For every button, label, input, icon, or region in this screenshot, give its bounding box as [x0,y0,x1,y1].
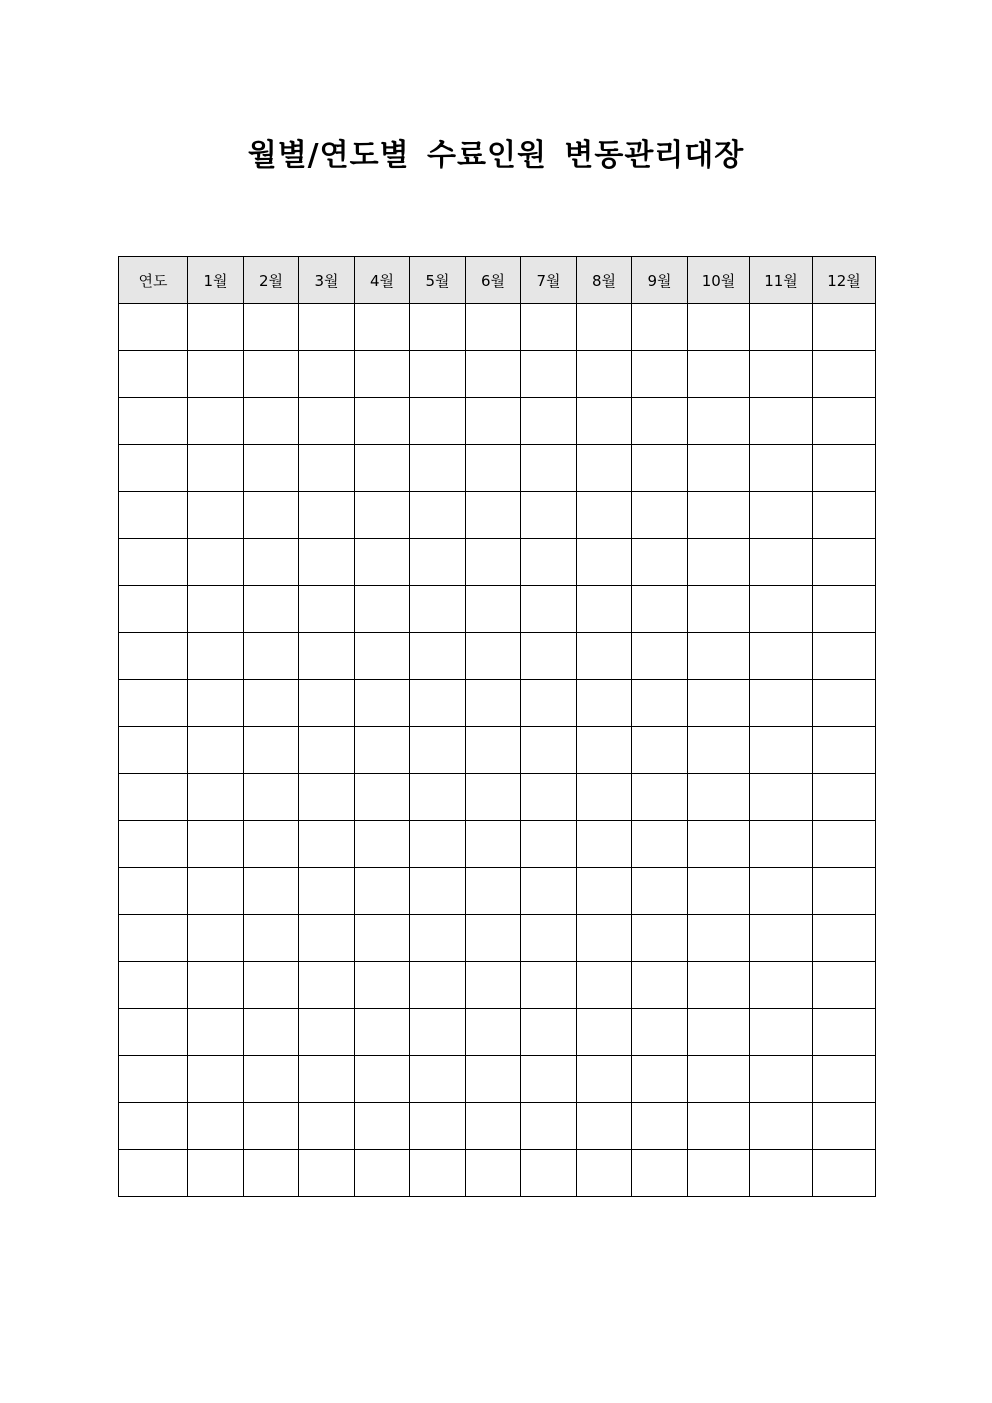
month-cell[interactable] [577,1009,632,1056]
month-cell[interactable] [521,445,577,492]
month-cell[interactable] [813,962,876,1009]
month-cell[interactable] [632,1103,688,1150]
month-cell[interactable] [355,304,410,351]
month-cell[interactable] [410,774,466,821]
month-cell[interactable] [466,398,521,445]
month-cell[interactable] [632,962,688,1009]
month-cell[interactable] [299,633,355,680]
month-cell[interactable] [188,351,244,398]
year-cell[interactable] [119,539,188,586]
month-cell[interactable] [466,539,521,586]
month-cell[interactable] [410,727,466,774]
month-cell[interactable] [521,1150,577,1197]
year-cell[interactable] [119,1009,188,1056]
month-cell[interactable] [188,1150,244,1197]
year-cell[interactable] [119,1056,188,1103]
month-cell[interactable] [244,1009,299,1056]
month-cell[interactable] [813,1150,876,1197]
month-cell[interactable] [410,962,466,1009]
table-row [119,1103,876,1150]
month-cell[interactable] [355,586,410,633]
month-cell[interactable] [188,727,244,774]
month-cell[interactable] [521,1056,577,1103]
month-cell[interactable] [688,868,750,915]
month-cell[interactable] [355,1103,410,1150]
month-cell[interactable] [244,633,299,680]
month-cell[interactable] [688,1056,750,1103]
year-cell[interactable] [119,351,188,398]
month-cell[interactable] [688,1150,750,1197]
month-cell[interactable] [299,445,355,492]
month-cell[interactable] [521,492,577,539]
month-cell[interactable] [750,1009,813,1056]
month-cell[interactable] [577,586,632,633]
month-cell[interactable] [688,445,750,492]
year-cell[interactable] [119,398,188,445]
month-cell[interactable] [355,774,410,821]
month-cell[interactable] [632,586,688,633]
month-cell[interactable] [521,398,577,445]
month-cell[interactable] [521,915,577,962]
header-month-7: 7월 [521,257,577,304]
month-cell[interactable] [632,539,688,586]
month-cell[interactable] [244,539,299,586]
month-cell[interactable] [244,1056,299,1103]
month-cell[interactable] [577,1150,632,1197]
month-cell[interactable] [688,586,750,633]
month-cell[interactable] [244,586,299,633]
month-cell[interactable] [688,1103,750,1150]
month-cell[interactable] [188,821,244,868]
month-cell[interactable] [355,351,410,398]
month-cell[interactable] [244,774,299,821]
month-cell[interactable] [355,821,410,868]
month-cell[interactable] [299,774,355,821]
table-row [119,398,876,445]
month-cell[interactable] [750,492,813,539]
month-cell[interactable] [410,351,466,398]
month-cell[interactable] [632,304,688,351]
month-cell[interactable] [244,351,299,398]
header-month-3: 3월 [299,257,355,304]
month-cell[interactable] [299,1009,355,1056]
table-row [119,445,876,492]
month-cell[interactable] [410,868,466,915]
table-row [119,868,876,915]
month-cell[interactable] [244,915,299,962]
month-cell[interactable] [688,680,750,727]
month-cell[interactable] [299,962,355,1009]
year-cell[interactable] [119,915,188,962]
month-cell[interactable] [813,351,876,398]
ledger-table [118,256,876,1197]
month-cell[interactable] [410,1103,466,1150]
month-cell[interactable] [410,398,466,445]
month-cell[interactable] [577,962,632,1009]
month-cell[interactable] [632,1056,688,1103]
month-cell[interactable] [244,1150,299,1197]
month-cell[interactable] [244,492,299,539]
table-row [119,586,876,633]
month-cell[interactable] [521,304,577,351]
month-cell[interactable] [632,774,688,821]
month-cell[interactable] [299,398,355,445]
month-cell[interactable] [410,1056,466,1103]
month-cell[interactable] [299,492,355,539]
month-cell[interactable] [299,680,355,727]
month-cell[interactable] [188,915,244,962]
month-cell[interactable] [632,351,688,398]
year-cell[interactable] [119,633,188,680]
month-cell[interactable] [750,1056,813,1103]
month-cell[interactable] [577,351,632,398]
month-cell[interactable] [299,1056,355,1103]
month-cell[interactable] [299,915,355,962]
month-cell[interactable] [688,304,750,351]
year-cell[interactable] [119,821,188,868]
month-cell[interactable] [813,586,876,633]
month-cell[interactable] [632,1009,688,1056]
month-cell[interactable] [466,774,521,821]
month-cell[interactable] [299,539,355,586]
table-row [119,774,876,821]
month-cell[interactable] [355,1056,410,1103]
month-cell[interactable] [688,351,750,398]
month-cell[interactable] [188,680,244,727]
month-cell[interactable] [688,821,750,868]
header-month-6: 6월 [466,257,521,304]
month-cell[interactable] [750,868,813,915]
month-cell[interactable] [521,868,577,915]
month-cell[interactable] [688,1009,750,1056]
year-cell[interactable] [119,304,188,351]
month-cell[interactable] [577,1056,632,1103]
month-cell[interactable] [521,351,577,398]
month-cell[interactable] [410,304,466,351]
month-cell[interactable] [750,1103,813,1150]
month-cell[interactable] [466,351,521,398]
month-cell[interactable] [355,492,410,539]
month-cell[interactable] [188,962,244,1009]
month-cell[interactable] [410,539,466,586]
header-month-8: 8월 [577,257,632,304]
month-cell[interactable] [577,633,632,680]
month-cell[interactable] [188,398,244,445]
month-cell[interactable] [410,1009,466,1056]
month-cell[interactable] [466,821,521,868]
ledger-body [119,304,876,1197]
month-cell[interactable] [688,727,750,774]
month-cell[interactable] [813,304,876,351]
month-cell[interactable] [355,633,410,680]
header-month-2: 2월 [244,257,299,304]
month-cell[interactable] [750,727,813,774]
header-year: 연도 [119,257,188,304]
month-cell[interactable] [577,915,632,962]
month-cell[interactable] [577,304,632,351]
month-cell[interactable] [466,586,521,633]
month-cell[interactable] [188,1056,244,1103]
table-row [119,962,876,1009]
month-cell[interactable] [188,492,244,539]
month-cell[interactable] [813,821,876,868]
month-cell[interactable] [466,868,521,915]
month-cell[interactable] [750,915,813,962]
month-cell[interactable] [813,915,876,962]
month-cell[interactable] [299,304,355,351]
month-cell[interactable] [410,680,466,727]
month-cell[interactable] [813,398,876,445]
month-cell[interactable] [410,915,466,962]
month-cell[interactable] [750,962,813,1009]
month-cell[interactable] [521,633,577,680]
month-cell[interactable] [750,445,813,492]
month-cell[interactable] [632,915,688,962]
month-cell[interactable] [813,680,876,727]
table-row [119,680,876,727]
page-title: 월별/연도별 수료인원 변동관리대장 [247,138,745,173]
month-cell[interactable] [577,821,632,868]
month-cell[interactable] [521,680,577,727]
month-cell[interactable] [750,1150,813,1197]
month-cell[interactable] [188,445,244,492]
month-cell[interactable] [466,492,521,539]
month-cell[interactable] [813,539,876,586]
month-cell[interactable] [813,868,876,915]
month-cell[interactable] [466,962,521,1009]
year-cell[interactable] [119,445,188,492]
month-cell[interactable] [244,868,299,915]
header-month-4: 4월 [355,257,410,304]
table-row [119,915,876,962]
table-row [119,1009,876,1056]
month-cell[interactable] [466,633,521,680]
month-cell[interactable] [188,1009,244,1056]
month-cell[interactable] [466,727,521,774]
month-cell[interactable] [813,774,876,821]
month-cell[interactable] [688,915,750,962]
month-cell[interactable] [410,821,466,868]
month-cell[interactable] [188,774,244,821]
month-cell[interactable] [410,492,466,539]
year-cell[interactable] [119,492,188,539]
month-cell[interactable] [355,727,410,774]
year-cell[interactable] [119,586,188,633]
month-cell[interactable] [466,1009,521,1056]
month-cell[interactable] [813,1009,876,1056]
month-cell[interactable] [466,915,521,962]
month-cell[interactable] [355,915,410,962]
month-cell[interactable] [299,727,355,774]
month-cell[interactable] [632,868,688,915]
month-cell[interactable] [299,868,355,915]
month-cell[interactable] [466,1103,521,1150]
month-cell[interactable] [750,539,813,586]
month-cell[interactable] [410,586,466,633]
header-month-5: 5월 [410,257,466,304]
month-cell[interactable] [750,351,813,398]
month-cell[interactable] [521,586,577,633]
month-cell[interactable] [355,680,410,727]
month-cell[interactable] [750,680,813,727]
month-cell[interactable] [688,633,750,680]
month-cell[interactable] [466,1056,521,1103]
month-cell[interactable] [299,1103,355,1150]
header-month-1: 1월 [188,257,244,304]
month-cell[interactable] [299,1150,355,1197]
month-cell[interactable] [577,774,632,821]
month-cell[interactable] [410,633,466,680]
table-row [119,727,876,774]
month-cell[interactable] [632,1150,688,1197]
month-cell[interactable] [244,680,299,727]
year-cell[interactable] [119,680,188,727]
month-cell[interactable] [355,1150,410,1197]
month-cell[interactable] [577,1103,632,1150]
month-cell[interactable] [632,398,688,445]
month-cell[interactable] [750,821,813,868]
year-cell[interactable] [119,1103,188,1150]
month-cell[interactable] [813,633,876,680]
month-cell[interactable] [521,539,577,586]
year-cell[interactable] [119,1150,188,1197]
month-cell[interactable] [244,445,299,492]
month-cell[interactable] [466,445,521,492]
month-cell[interactable] [410,445,466,492]
month-cell[interactable] [521,727,577,774]
month-cell[interactable] [299,586,355,633]
month-cell[interactable] [577,398,632,445]
month-cell[interactable] [577,445,632,492]
month-cell[interactable] [521,774,577,821]
month-cell[interactable] [750,774,813,821]
month-cell[interactable] [577,727,632,774]
month-cell[interactable] [188,1103,244,1150]
month-cell[interactable] [244,398,299,445]
month-cell[interactable] [688,774,750,821]
month-cell[interactable] [355,1009,410,1056]
header-month-12: 12월 [813,257,876,304]
table-row [119,821,876,868]
month-cell[interactable] [244,1103,299,1150]
month-cell[interactable] [521,1009,577,1056]
header-month-11: 11월 [750,257,813,304]
table-row [119,1056,876,1103]
month-cell[interactable] [577,680,632,727]
table-row [119,304,876,351]
month-cell[interactable] [188,586,244,633]
month-cell[interactable] [188,539,244,586]
month-cell[interactable] [466,680,521,727]
month-cell[interactable] [188,633,244,680]
month-cell[interactable] [813,1056,876,1103]
month-cell[interactable] [466,1150,521,1197]
month-cell[interactable] [244,304,299,351]
month-cell[interactable] [188,868,244,915]
header-row [119,257,876,304]
month-cell[interactable] [688,398,750,445]
month-cell[interactable] [750,633,813,680]
month-cell[interactable] [813,727,876,774]
month-cell[interactable] [299,351,355,398]
month-cell[interactable] [521,821,577,868]
table-row [119,633,876,680]
month-cell[interactable] [355,962,410,1009]
month-cell[interactable] [813,445,876,492]
month-cell[interactable] [466,304,521,351]
month-cell[interactable] [688,492,750,539]
month-cell[interactable] [632,821,688,868]
month-cell[interactable] [688,962,750,1009]
month-cell[interactable] [577,492,632,539]
month-cell[interactable] [521,1103,577,1150]
month-cell[interactable] [355,398,410,445]
month-cell[interactable] [188,304,244,351]
month-cell[interactable] [750,586,813,633]
year-cell[interactable] [119,868,188,915]
month-cell[interactable] [577,868,632,915]
year-cell[interactable] [119,727,188,774]
month-cell[interactable] [244,727,299,774]
month-cell[interactable] [750,304,813,351]
month-cell[interactable] [410,1150,466,1197]
month-cell[interactable] [750,398,813,445]
month-cell[interactable] [632,492,688,539]
table-row [119,1150,876,1197]
month-cell[interactable] [632,727,688,774]
month-cell[interactable] [632,633,688,680]
month-cell[interactable] [244,821,299,868]
month-cell[interactable] [632,445,688,492]
month-cell[interactable] [813,1103,876,1150]
header-month-10: 10월 [688,257,750,304]
month-cell[interactable] [355,868,410,915]
header-month-9: 9월 [632,257,688,304]
year-cell[interactable] [119,774,188,821]
table-row [119,492,876,539]
month-cell[interactable] [632,680,688,727]
month-cell[interactable] [299,821,355,868]
month-cell[interactable] [521,962,577,1009]
month-cell[interactable] [355,539,410,586]
month-cell[interactable] [688,539,750,586]
month-cell[interactable] [355,445,410,492]
year-cell[interactable] [119,962,188,1009]
table-row [119,351,876,398]
month-cell[interactable] [244,962,299,1009]
month-cell[interactable] [577,539,632,586]
month-cell[interactable] [813,492,876,539]
table-row [119,539,876,586]
